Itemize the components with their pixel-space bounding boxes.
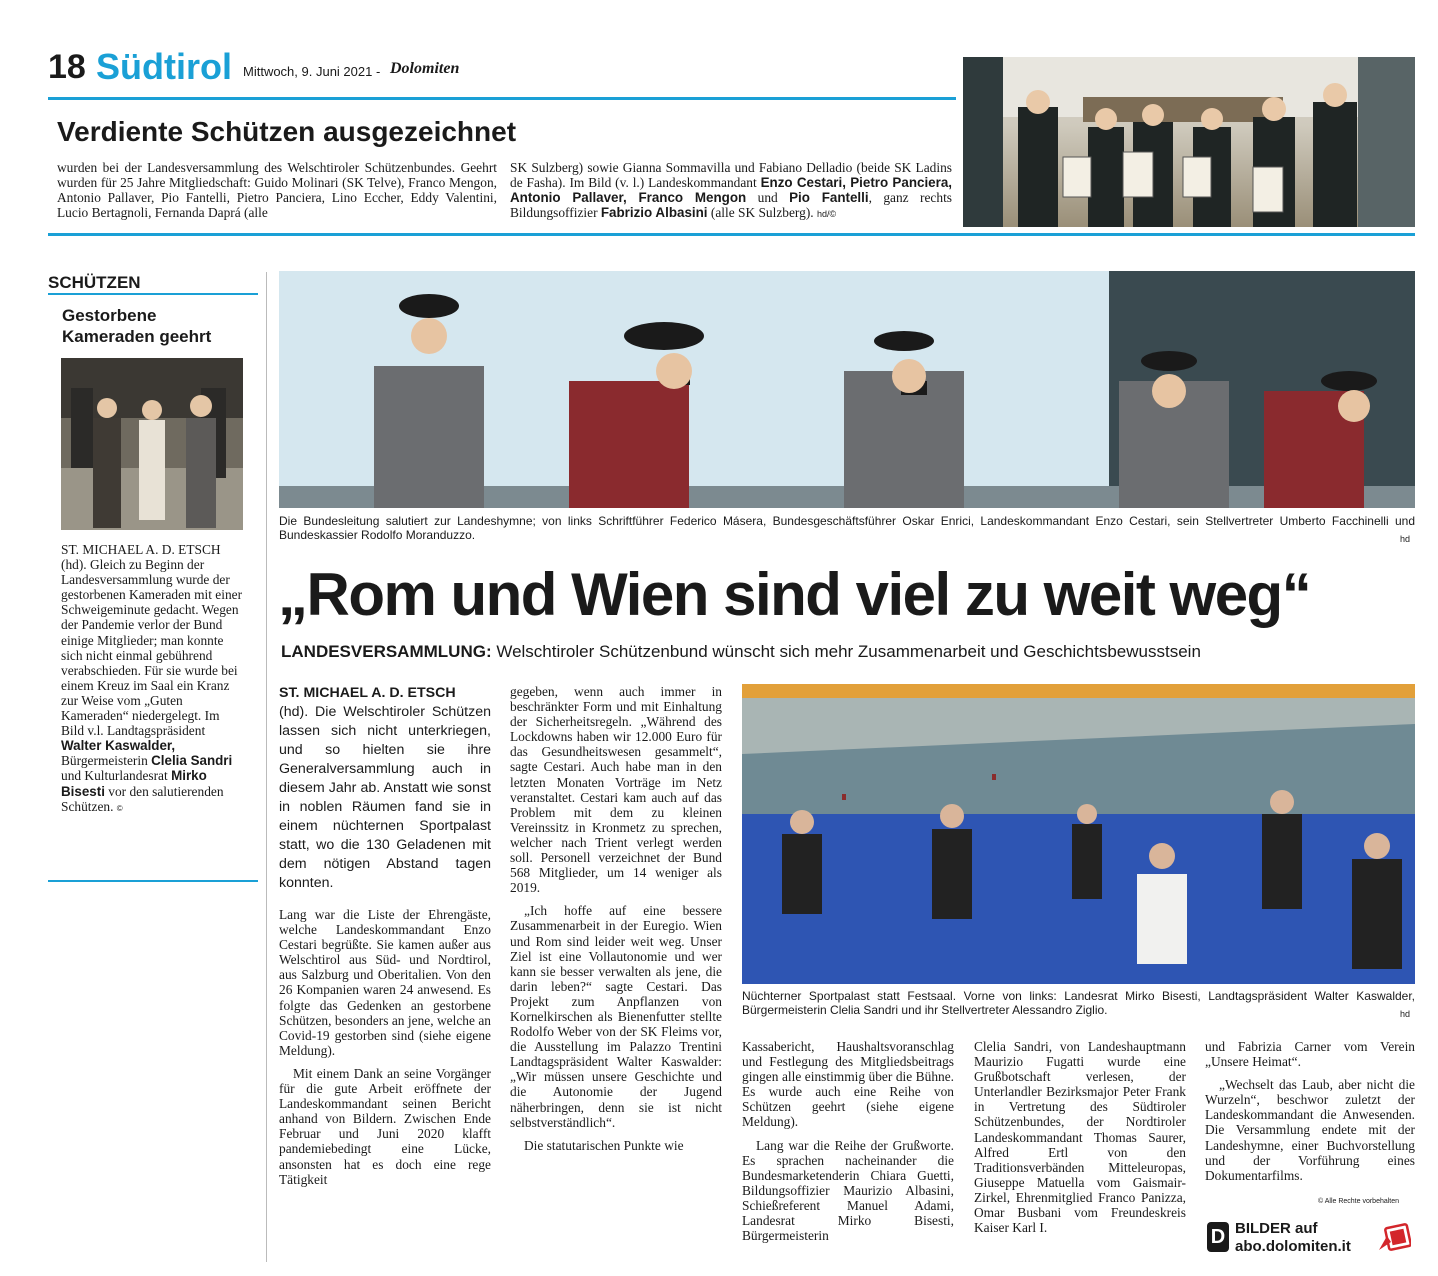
hall-photo-image xyxy=(742,684,1415,984)
sidebar-body: ST. MICHAEL A. D. ETSCH (hd). Gleich zu Beginn der Landesversammlung wurde der gestorbenen Kameraden mit einer Schweigeminute gedacht. Wegen der Pandemie verlor der Bund einige Mitglieder; man konnte sich nicht einmal gebührend verabschieden. Für sie wurde bei einem Kreuz im Saal ein Kranz zur Weise vom „Guten Kameraden“ niedergelegt. Im Bild v.l. Landtagspräsident Walter Kaswalder, Bürgermeisterin Clelia Sandri und Kulturlandesrat Mirko Bisesti vor den salutierenden Schützen. © xyxy=(61,542,243,814)
col4-paragraph-1: Clelia Sandri, von Landeshauptmann Maurizio Fugatti wurde eine Grußbotschaft verlesen, der Unterlandler Bezirksmajor Peter Frank in Vertretung des Südtiroler Schützenbundes, der Nordtiroler Landeskommandant Thomas Saurer, Alfred Ertl von den Traditionsverbänden Mitteleuropas, Giuseppe Matuella vom Gaismair-Zirkel, Ehrenmitglied Franco Panizza, Omar Busbani vom Freundeskreis Kaiser Karl I. xyxy=(974,1039,1186,1236)
subhead-text: Welschtiroler Schützenbund wünscht sich mehr Zusammenarbeit und Geschichtsbewusstsein xyxy=(491,642,1201,661)
top-story-text-2: SK Sulzberg) sowie Gianna Sommavilla und Fabiano Delladio (beide SK Ladins de Fasha). Im Bild (v. l.) Landeskommandant Enzo Cestari, Pietro Panciera, Antonio Pallaver, Franco Mengon und Pio Fantelli, ganz rechts Bildungsoffizier Fabrizio Albasini (alle SK Sulzberg). hd/© xyxy=(510,160,952,221)
top-story-col-1 xyxy=(57,160,497,220)
article-col-3 xyxy=(742,1039,954,1243)
col2-paragraph-1: gegeben, wenn auch immer in beschränkter Form und mit Einhaltung der Sicherheitsregeln. „Während des Lockdowns haben wir 12.000 Euro für das Gesundheitswesen gesammelt“, sagte Cestari. Auch habe man in den letzten Monaten Vorträge im Netz veranstaltet. Cestari kam auch auf das Problem mit dem zu kleinen Vereinssitz in Kronmetz zu sprechen, welcher nach Trient verlegt werden soll. Personell verzeichnet der Bund 568 Mitglieder, um 14 weniger als 2019. xyxy=(510,684,722,896)
sidebar-headline-line-1: Gestorbene xyxy=(62,306,157,325)
rights-notice: © Alle Rechte vorbehalten xyxy=(1318,1198,1400,1205)
subhead-label: LANDESVERSAMMLUNG: xyxy=(281,642,492,661)
main-photo-credit: hd xyxy=(1400,534,1411,544)
main-headline: „Rom und Wien sind viel zu weit weg“ xyxy=(278,561,1311,628)
dolomiten-d-icon: D xyxy=(1207,1222,1229,1252)
col5-paragraph-1: und Fabrizia Carner vom Verein „Unsere Heimat“. xyxy=(1205,1039,1415,1070)
lead-paragraph: ST. MICHAEL A. D. ETSCH (hd). Die Welschtiroler Schützen lassen sich nicht unterkriegen, und so hielten sie ihre Generalversammlung auch in diesem Jahr ab. Anstatt wie sonst in noblen Räumen fand sie in einem nüchternen Sportpalast statt, wo die 130 Geladenen mit dem nötigen Abstand tagen konnten. xyxy=(279,685,491,891)
awards-photo xyxy=(963,57,1415,227)
main-photo-image xyxy=(279,271,1415,508)
sidebar-kicker-rule xyxy=(48,293,258,295)
sidebar-kicker: SCHÜTZEN xyxy=(48,273,141,292)
sidebar-headline xyxy=(62,305,211,347)
sidebar-text xyxy=(61,542,243,816)
lead-dateline: ST. MICHAEL A. D. ETSCH xyxy=(279,685,456,701)
top-story-col-2 xyxy=(510,160,952,222)
sidebar-divider xyxy=(266,272,267,1262)
promo-link[interactable]: abo.dolomiten.it xyxy=(1235,1238,1351,1255)
top-story-rule xyxy=(48,233,1415,236)
sidebar-bottom-rule xyxy=(48,880,258,882)
tablet-icon xyxy=(1377,1222,1411,1254)
article-col-5 xyxy=(1205,1039,1415,1183)
hall-photo xyxy=(742,684,1415,984)
article-col-4 xyxy=(974,1039,1186,1235)
col1-paragraph-2: Mit einem Dank an seine Vorgänger für die gute Arbeit eröffnete der Landeskommandant seinen Bericht anhand von Bildern. Zwischen Ende Februar und Juni 2020 klafft pandemiebedingt eine Lücke, ansonsten hat es doch eine rege Tätigkeit xyxy=(279,1065,491,1187)
sidebar-photo xyxy=(61,358,243,530)
promo-label-1: BILDER auf xyxy=(1235,1220,1318,1237)
sidebar-photo-image xyxy=(61,358,243,530)
top-story-credit: hd/© xyxy=(817,209,837,220)
col3-paragraph-2: Lang war die Reihe der Grußworte. Es sprachen nacheinander die Bundesmarketenderin Chiara Guetti, Bildungsoffizier Maurizio Albasini, Schießreferent Manuel Adami, Landesrat Mirko Bisesti, Bürgermeisterin xyxy=(742,1137,954,1244)
newspaper-logo: Dolomiten xyxy=(390,60,460,77)
col2-paragraph-2: „Ich hoffe auf eine bessere Zusammenarbeit in der Euregio. Wien und Rom sind leider weit weg. Unser Ziel ist eine Vollautonomie und wer kann sie besser verwalten als jene, die darin leben?“ sagte Cestari. Das Projekt zum Anpflanzen von Kornelkirschen als Bienenfutter stellte Rodolfo Weber von der SK Fleims vor, die Ausstellung im Palazzo Trentini Landtagspräsident Walter Kaswalder: „Wir müssen unsere Geschichte und die Autonomie der Jugend näherbringen, denn sie ist nicht selbstverständlich“. xyxy=(510,903,722,1130)
gallery-promo[interactable] xyxy=(1205,1218,1415,1258)
col5-paragraph-2: „Wechselt das Laub, aber nicht die Wurzeln“, beschwor zuletzt der Landeskommandant die Anwesenden. Die Versammlung endete mit der Landeshymne, einer Buchvorstellung und der Vorführung eines Dokumentarfilms. xyxy=(1205,1077,1415,1183)
top-story-title: Verdiente Schützen ausgezeichnet xyxy=(57,116,517,147)
header-rule xyxy=(48,97,956,100)
section-title: Südtirol xyxy=(96,46,232,87)
col2-paragraph-3: Die statutarischen Punkte wie xyxy=(524,1137,684,1153)
hall-photo-credit: hd xyxy=(1400,1009,1411,1019)
article-col-1 xyxy=(279,684,491,1187)
main-subhead xyxy=(281,642,1201,662)
sidebar-credit: © xyxy=(116,803,123,813)
top-story-text-1: wurden bei der Landesversammlung des Welschtiroler Schützenbundes. Geehrt wurden für 25 Jahre Mitgliedschaft: Guido Molinari (SK Telve), Franco Mengon, Antonio Pallaver, Pio Fantelli, Pietro Panciera, Lino Eccher, Eddy Valentini, Lucio Bertagnoli, Fernanda Daprá (alle xyxy=(57,160,497,221)
hall-photo-caption: Nüchterner Sportpalast statt Festsaal. Vorne von links: Landesrat Mirko Bisesti, Landtagspräsident Walter Kaswalder, Bürgermeisterin Clelia Sandri und ihr Stellvertreter Alessandro Ziglio. xyxy=(742,989,1415,1017)
awards-photo-image xyxy=(963,57,1415,227)
page-number: 18 xyxy=(48,48,86,86)
col3-paragraph-1: Kassabericht, Haushaltsvoranschlag und Festlegung des Mitgliedsbeitrags gingen alle einstimmig über die Bühne. Es wurde auch eine Reihe von Schützen geehrt (siehe eigene Meldung). xyxy=(742,1039,954,1130)
issue-date: Mittwoch, 9. Juni 2021 - xyxy=(243,64,381,79)
sidebar-headline-line-2: Kameraden geehrt xyxy=(62,327,212,346)
col1-paragraph-1: Lang war die Liste der Ehrengäste, welche Landeskommandant Enzo Cestari begrüßte. Sie kamen außer aus Welschtirol aus Süd- und Nordtirol, aus Salzburg und Oberitalien. Von den 26 Kompanien waren 24 anwesend. Es folgte das Gedenken an gestorbene Schützen, besonders an jene, welche an Covid-19 gestorben sind (siehe eigene Meldung). xyxy=(279,907,491,1058)
main-photo-caption: Die Bundesleitung salutiert zur Landeshymne; von links Schriftführer Federico Másera, Bundesgeschäftsführer Oskar Enrici, Landeskommandant Enzo Cestari, sein Stellvertreter Umberto Facchinelli und Bundeskassier Rodolfo Moranduzzo. xyxy=(279,514,1415,542)
article-col-2 xyxy=(510,684,722,1153)
main-photo xyxy=(279,271,1415,508)
